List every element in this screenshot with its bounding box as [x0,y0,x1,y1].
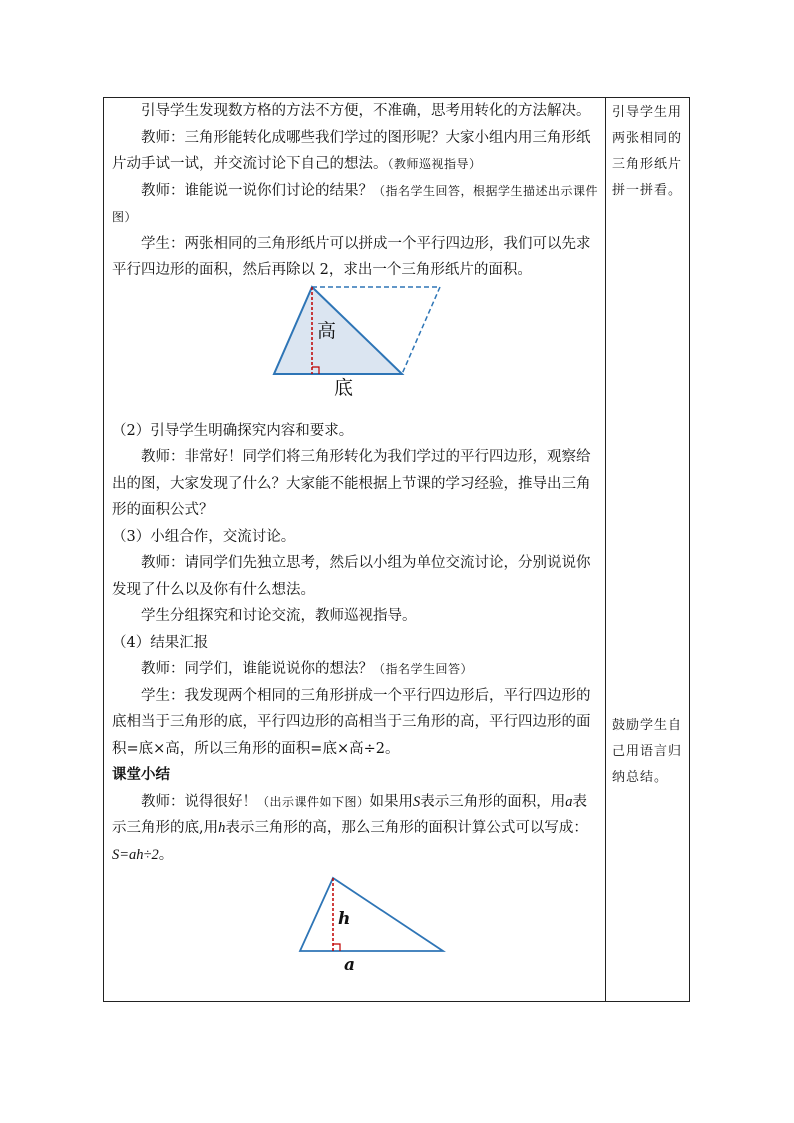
paragraph-2 [112,125,600,178]
var-a: a [565,793,573,810]
section-2-paragraph: 教师：非常好！同学们将三角形转化为我们学过的平行四边形，观察给出的图，大家发现了什么？大家能不能根据上节课的学习经验，推导出三角形的面积公式？ [112,449,591,518]
side-note-2: 鼓励学生自己用语言归纳总结。 [612,718,683,785]
summary-note: （出示课件如下图） [257,794,370,809]
area-formula: S=ah÷2 [112,846,159,863]
summary-text-b: 如果用 [369,793,414,810]
height-label: 高 [317,319,337,342]
paragraph-4: 学生：两张相同的三角形纸片可以拼成一个平行四边形，我们可以先求平行四边形的面积，然后再除以 2，求出一个三角形纸片的面积。 [112,235,591,278]
summary-text-a: 教师：说得很好！ [141,793,257,810]
summary-end: 。 [158,846,174,863]
paragraph-3 [112,178,600,231]
figure-parallelogram [112,284,600,418]
section-3-paragraph-2: 学生分组探究和讨论交流，教师巡视指导。 [141,608,417,624]
paragraph-2-note: （教师巡视指导） [387,157,482,171]
triangle-shape [274,287,402,374]
triangle-h-label: h [338,909,351,929]
figure-triangle [112,868,600,976]
paragraph-3-note: （指名学生回答，根据学生描述出示课件图） [112,183,599,224]
section-2-title: （2）引导学生明确探究内容和要求。 [112,422,354,439]
side-note-1: 引导学生用两张相同的三角形纸片拼一拼看。 [612,105,683,198]
summary-text-d: 表示三角形的底,用 [112,793,588,836]
triangle-a-label: a [344,955,356,975]
section-3-paragraph-1: 教师：请同学们先独立思考，然后以小组为单位交流讨论，分别说说你发现了什么以及你有什么想法。 [112,555,591,598]
main-column [112,98,600,976]
section-3-title: （3）小组合作，交流讨论。 [112,528,296,545]
base-label: 底 [334,376,354,399]
triangle-diagram [112,868,600,976]
section-4-note: （指名学生回答） [373,662,474,676]
section-4-paragraph-2: 学生：我发现两个相同的三角形拼成一个平行四边形后，平行四边形的底相当于三角形的底，平行四边形的高相当于三角形的高，平行四边形的面积=底×高，所以三角形的面积=底×高÷2。 [112,687,591,757]
paragraph-1: 引导学生发现数方格的方法不方便，不准确，思考用转化的方法解决。 [141,103,591,119]
var-h: h [218,820,226,836]
var-s: S [413,793,421,810]
summary-text-e: 表示三角形的高，那么三角形的面积计算公式可以写成： [225,820,588,836]
paragraph-3-text: 教师：谁能说一说你们讨论的结果？ [141,182,373,199]
summary-text-c: 表示三角形的面积，用 [420,793,566,810]
triangle-right-angle [333,944,340,951]
summary-paragraph [112,789,600,869]
paragraph-2-text: 教师：三角形能转化成哪些我们学过的图形呢？大家小组内用三角形纸片动手试一试，并交流讨论下自己的想法。 [112,129,591,172]
parallelogram-diagram [112,284,600,418]
section-4-title: （4）结果汇报 [112,634,209,651]
section-4-text: 教师：同学们，谁能说说你的想法？ [141,661,373,677]
summary-title: 课堂小结 [112,766,170,783]
column-divider [605,97,606,1002]
triangle-outline [300,878,443,951]
section-4-paragraph-1 [112,656,600,683]
